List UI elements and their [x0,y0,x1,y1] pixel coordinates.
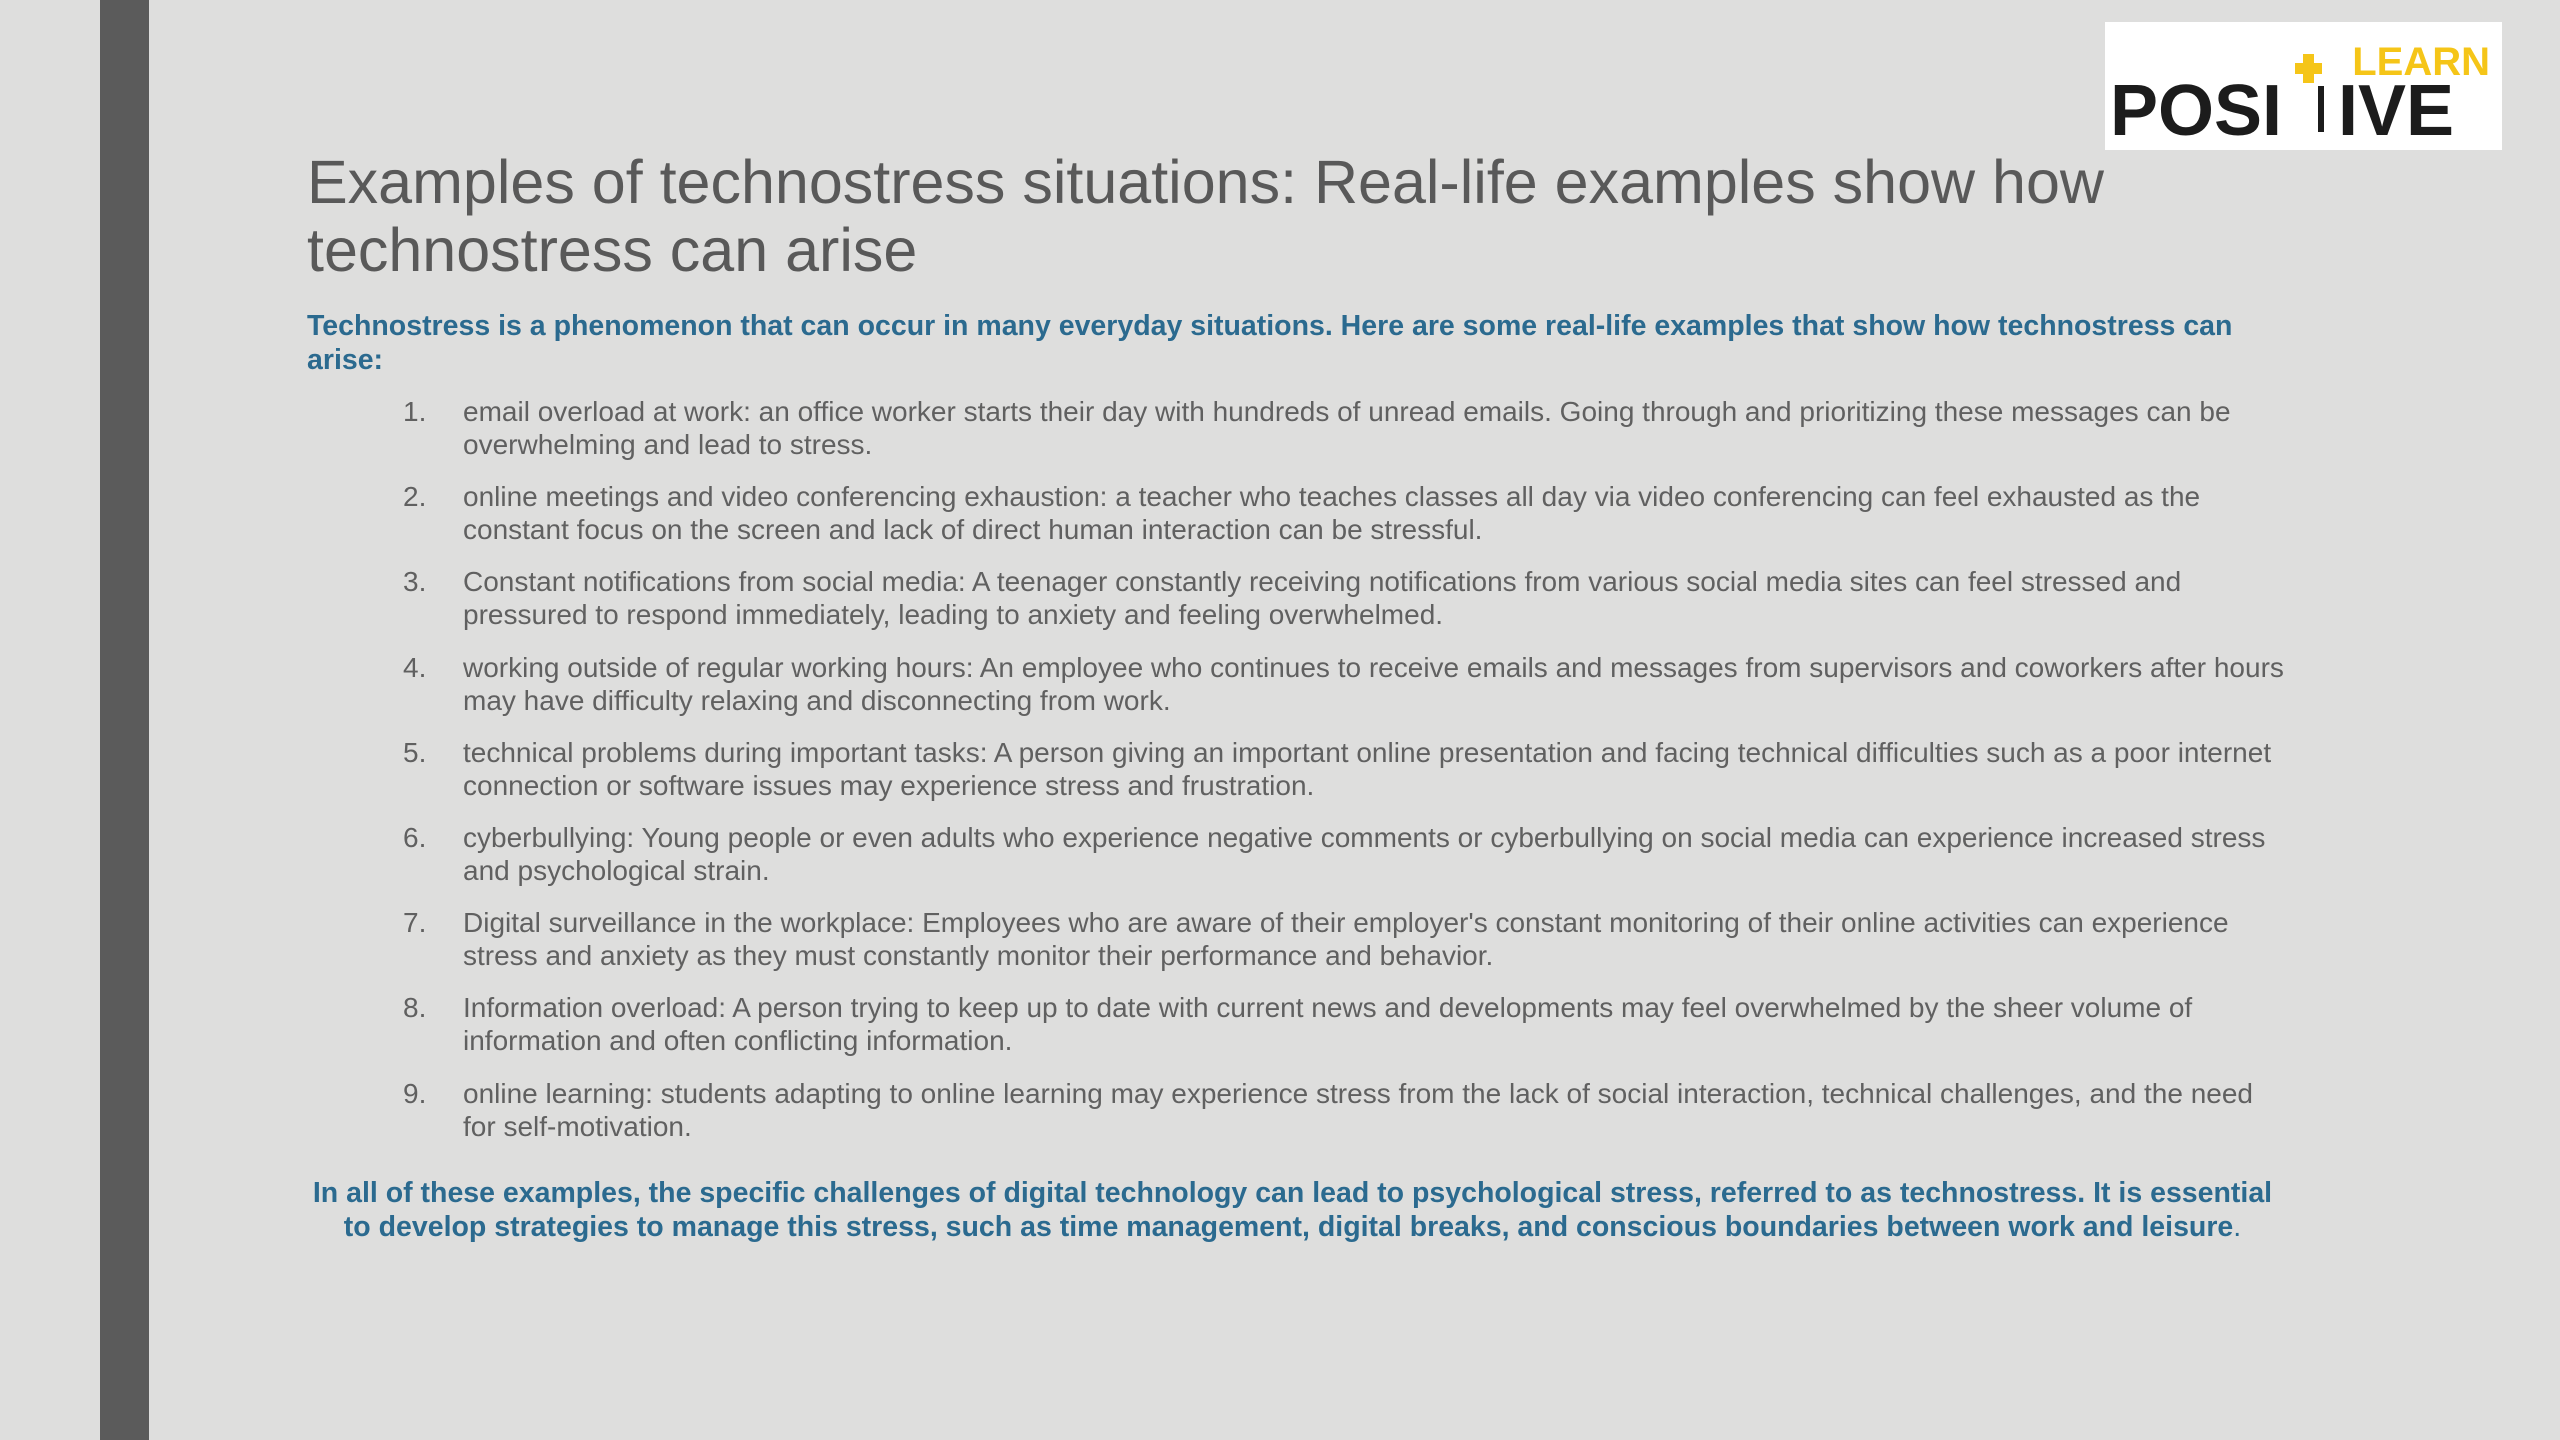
conclusion-paragraph [300,1176,2285,1244]
logo-top-word: LEARN [2352,40,2490,84]
conclusion-text: In all of these examples, the specific challenges of digital technology can lead to psychological stress, referred to as technostress. It is essential to develop strategies to manage this stress, such as time management, digital breaks, and conscious boundaries between work and leisure [312,1177,2273,1243]
list-item [307,991,2307,1061]
list-item [307,651,2307,721]
list-item-text: Information overload: A person trying to keep up to date with current news and developments may feel overwhelmed by the sheer volume of information and often conflicting information. [463,992,2193,1056]
list-item [307,395,2307,465]
plus-icon [2295,54,2322,83]
list-item [307,1077,2307,1147]
logo-t-stem [2318,86,2324,132]
logo-word-left: POSI [2110,71,2283,150]
list-item-number: 7. [403,907,427,938]
list-item-text: email overload at work: an office worker starts their day with hundreds of unread emails. Going through and prioritizing these messages can be overwhelming and lead to stress. [463,396,2231,460]
list-item-number: 4. [403,652,427,683]
list-item [307,480,2307,550]
list-item-number: 6. [403,822,427,853]
list-item-number: 3. [403,566,427,597]
list-item-text: online meetings and video conferencing exhaustion: a teacher who teaches classes all day via video conferencing can feel exhausted as the constant focus on the screen and lack of direct human interaction can be stressful. [463,481,2201,545]
list-item [307,906,2307,976]
list-item [307,821,2307,891]
list-item-text: Digital surveillance in the workplace: Employees who are aware of their employer's constant monitoring of their online activities can experience stress and anxiety as they must constantly monitor their performance and behavior. [463,907,2229,971]
intro-paragraph: Technostress is a phenomenon that can occur in many everyday situations. Here are some real-life examples that show how technostress can arise: [307,310,2233,376]
list-item-number: 5. [403,737,427,768]
list-item-text: Constant notifications from social media: A teenager constantly receiving notifications from various social media sites can feel stressed and pressured to respond immediately, leading to anxiety and feeling overwhelmed. [463,566,2182,630]
page-title: Examples of technostress situations: Real-life examples show how technostress can arise [307,148,2104,284]
list-item-number: 2. [403,481,427,512]
list-item-text: online learning: students adapting to online learning may experience stress from the lack of social interaction, technical challenges, and the need for self-motivation. [463,1078,2253,1142]
list-item-number: 8. [403,992,427,1023]
list-item-text: cyberbullying: Young people or even adults who experience negative comments or cyberbullying on social media can experience increased stress and psychological strain. [463,822,2266,886]
conclusion-end-mark: . [2233,1211,2242,1243]
learn-positive-logo [2105,22,2502,150]
side-accent-bar [100,0,149,1440]
list-item-number: 9. [403,1078,427,1109]
list-item [307,736,2307,806]
logo-word-right: IVE [2338,71,2455,150]
list-item-number: 1. [403,396,427,427]
list-item-text: technical problems during important tasks: A person giving an important online presentation and facing technical difficulties such as a poor internet connection or software issues may experience stress and frustration. [463,737,2272,801]
list-item [307,565,2307,635]
list-item-text: working outside of regular working hours: An employee who continues to receive emails and messages from supervisors and coworkers after hours may have difficulty relaxing and disconnecting from work. [463,652,2284,716]
